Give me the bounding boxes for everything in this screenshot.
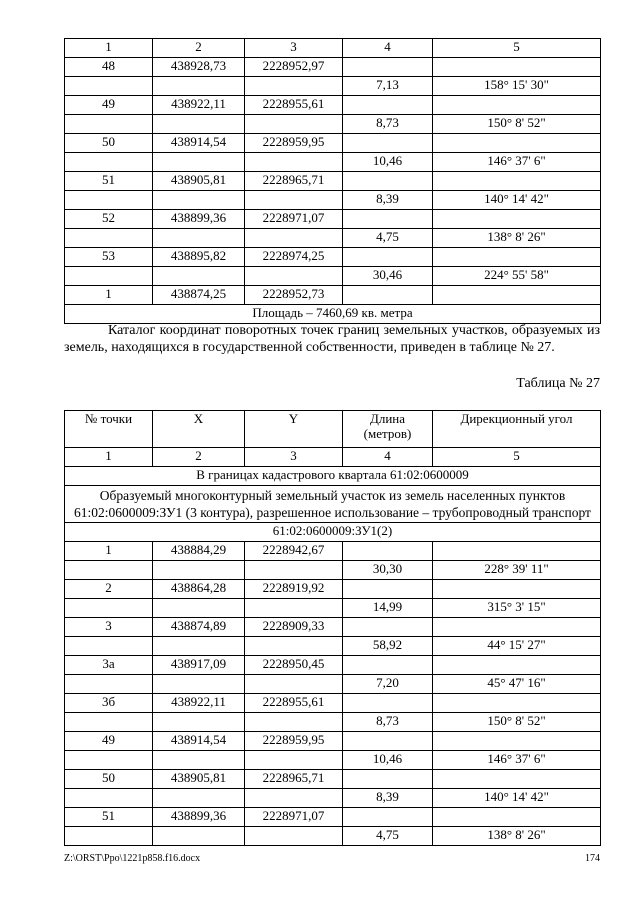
table-row	[65, 770, 601, 789]
column-header-row	[65, 411, 601, 448]
bearing-angle	[433, 694, 601, 713]
x-coordinate: 438874,89	[153, 618, 245, 637]
y-coordinate	[245, 675, 343, 694]
length-value: 14,99	[343, 599, 433, 618]
area-total: Площадь – 7460,69 кв. метра	[65, 305, 601, 324]
length-value: 7,13	[343, 77, 433, 96]
length-value	[343, 248, 433, 267]
point-number: 3	[65, 618, 153, 637]
y-coordinate: 2228955,61	[245, 96, 343, 115]
x-coordinate: 438905,81	[153, 770, 245, 789]
y-coordinate: 2228971,07	[245, 808, 343, 827]
table-row	[65, 694, 601, 713]
column-header-x: X	[153, 411, 245, 448]
x-coordinate: 438874,25	[153, 286, 245, 305]
bearing-angle	[433, 770, 601, 789]
table-row	[65, 656, 601, 675]
area-row	[65, 305, 601, 324]
y-coordinate: 2228952,97	[245, 58, 343, 77]
point-number: 3а	[65, 656, 153, 675]
point-number	[65, 751, 153, 770]
table-row	[65, 267, 601, 286]
x-coordinate: 438914,54	[153, 732, 245, 751]
point-number	[65, 191, 153, 210]
contour-row	[65, 523, 601, 542]
bearing-angle: 44° 15' 27"	[433, 637, 601, 656]
length-value	[343, 580, 433, 599]
point-number: 51	[65, 808, 153, 827]
y-coordinate: 2228919,92	[245, 580, 343, 599]
y-coordinate	[245, 827, 343, 846]
quarter-row	[65, 467, 601, 486]
table-row	[65, 77, 601, 96]
y-coordinate	[245, 115, 343, 134]
length-value	[343, 134, 433, 153]
table-row	[65, 675, 601, 694]
x-coordinate	[153, 115, 245, 134]
table-row	[65, 210, 601, 229]
table-row	[65, 637, 601, 656]
table-row	[65, 96, 601, 115]
point-number	[65, 827, 153, 846]
x-coordinate	[153, 599, 245, 618]
x-coordinate: 438899,36	[153, 808, 245, 827]
bearing-angle	[433, 732, 601, 751]
length-value: 4,75	[343, 229, 433, 248]
bearing-angle: 140° 14' 42"	[433, 191, 601, 210]
x-coordinate: 438864,28	[153, 580, 245, 599]
column-number: 4	[343, 448, 433, 467]
column-number: 3	[245, 448, 343, 467]
x-coordinate	[153, 751, 245, 770]
column-header-angle: Дирекционный угол	[433, 411, 601, 448]
y-coordinate	[245, 637, 343, 656]
y-coordinate: 2228950,45	[245, 656, 343, 675]
coordinates-table-27	[64, 410, 601, 846]
bearing-angle	[433, 210, 601, 229]
table-row	[65, 191, 601, 210]
y-coordinate	[245, 751, 343, 770]
bearing-angle: 146° 37' 6"	[433, 153, 601, 172]
column-number-row	[65, 39, 601, 58]
page-number: 174	[585, 853, 600, 864]
column-number-row	[65, 448, 601, 467]
length-value	[343, 210, 433, 229]
table-row	[65, 827, 601, 846]
description-row	[65, 486, 601, 523]
length-value: 8,39	[343, 789, 433, 808]
length-value	[343, 808, 433, 827]
bearing-angle	[433, 248, 601, 267]
x-coordinate: 438922,11	[153, 96, 245, 115]
y-coordinate: 2228974,25	[245, 248, 343, 267]
point-number	[65, 77, 153, 96]
bearing-angle	[433, 656, 601, 675]
length-value: 10,46	[343, 153, 433, 172]
catalog-paragraph: Каталог координат поворотных точек границ земельных участков, образуемых из земель, находящихся в государственной собственности, приведен в таблице № 27.	[64, 323, 600, 355]
x-coordinate: 438899,36	[153, 210, 245, 229]
y-coordinate	[245, 77, 343, 96]
column-header-y: Y	[245, 411, 343, 448]
point-number: 50	[65, 134, 153, 153]
point-number	[65, 561, 153, 580]
y-coordinate: 2228952,73	[245, 286, 343, 305]
length-value	[343, 770, 433, 789]
y-coordinate	[245, 789, 343, 808]
length-value	[343, 172, 433, 191]
bearing-angle	[433, 580, 601, 599]
table-row	[65, 561, 601, 580]
bearing-angle	[433, 808, 601, 827]
y-coordinate	[245, 599, 343, 618]
x-coordinate	[153, 713, 245, 732]
x-coordinate: 438905,81	[153, 172, 245, 191]
parcel-description: Образуемый многоконтурный земельный участок из земель населенных пунктов 61:02:0600009:ЗУ1 (3 контура), разрешенное использование – трубопроводный транспорт	[65, 486, 601, 523]
length-value: 30,30	[343, 561, 433, 580]
x-coordinate	[153, 191, 245, 210]
point-number: 51	[65, 172, 153, 191]
point-number: 53	[65, 248, 153, 267]
x-coordinate	[153, 153, 245, 172]
length-value: 4,75	[343, 827, 433, 846]
table-row	[65, 751, 601, 770]
length-value: 8,73	[343, 713, 433, 732]
bearing-angle: 150° 8' 52"	[433, 115, 601, 134]
bearing-angle: 228° 39' 11"	[433, 561, 601, 580]
y-coordinate: 2228965,71	[245, 770, 343, 789]
bearing-angle	[433, 134, 601, 153]
x-coordinate	[153, 561, 245, 580]
length-value	[343, 656, 433, 675]
table-row	[65, 229, 601, 248]
x-coordinate: 438928,73	[153, 58, 245, 77]
point-number	[65, 675, 153, 694]
y-coordinate	[245, 153, 343, 172]
bearing-angle	[433, 286, 601, 305]
bearing-angle: 150° 8' 52"	[433, 713, 601, 732]
length-value	[343, 96, 433, 115]
length-value: 58,92	[343, 637, 433, 656]
column-number: 2	[153, 448, 245, 467]
bearing-angle	[433, 58, 601, 77]
table-row	[65, 808, 601, 827]
x-coordinate	[153, 229, 245, 248]
point-number: 1	[65, 542, 153, 561]
contour-id: 61:02:0600009:ЗУ1(2)	[65, 523, 601, 542]
column-number: 1	[65, 448, 153, 467]
table-caption: Таблица № 27	[516, 376, 600, 391]
y-coordinate: 2228959,95	[245, 732, 343, 751]
point-number	[65, 153, 153, 172]
column-number: 4	[343, 39, 433, 58]
y-coordinate	[245, 229, 343, 248]
x-coordinate: 438922,11	[153, 694, 245, 713]
x-coordinate	[153, 77, 245, 96]
bearing-angle: 224° 55' 58"	[433, 267, 601, 286]
coordinates-table-continued	[64, 38, 601, 324]
table-row	[65, 732, 601, 751]
column-number: 3	[245, 39, 343, 58]
length-value	[343, 618, 433, 637]
column-number: 5	[433, 448, 601, 467]
y-coordinate: 2228909,33	[245, 618, 343, 637]
table-row	[65, 542, 601, 561]
bearing-angle: 158° 15' 30"	[433, 77, 601, 96]
point-number: 2	[65, 580, 153, 599]
point-number	[65, 713, 153, 732]
length-value	[343, 286, 433, 305]
point-number: 3б	[65, 694, 153, 713]
x-coordinate	[153, 675, 245, 694]
point-number	[65, 789, 153, 808]
bearing-angle	[433, 542, 601, 561]
table-row	[65, 286, 601, 305]
point-number: 49	[65, 732, 153, 751]
column-number: 5	[433, 39, 601, 58]
length-value: 7,20	[343, 675, 433, 694]
point-number	[65, 637, 153, 656]
x-coordinate: 438895,82	[153, 248, 245, 267]
point-number: 1	[65, 286, 153, 305]
column-number: 2	[153, 39, 245, 58]
y-coordinate	[245, 561, 343, 580]
length-value	[343, 732, 433, 751]
y-coordinate	[245, 713, 343, 732]
table-row	[65, 713, 601, 732]
x-coordinate	[153, 267, 245, 286]
bearing-angle: 138° 8' 26"	[433, 229, 601, 248]
table-row	[65, 134, 601, 153]
point-number: 52	[65, 210, 153, 229]
point-number	[65, 599, 153, 618]
table-row	[65, 172, 601, 191]
length-value: 10,46	[343, 751, 433, 770]
footer-file-path: Z:\ORST\Ppo\1221p858.f16.docx	[64, 853, 201, 864]
table-row	[65, 153, 601, 172]
bearing-angle	[433, 618, 601, 637]
y-coordinate: 2228965,71	[245, 172, 343, 191]
y-coordinate	[245, 267, 343, 286]
length-value: 8,73	[343, 115, 433, 134]
table-row	[65, 580, 601, 599]
length-value: 8,39	[343, 191, 433, 210]
x-coordinate: 438884,29	[153, 542, 245, 561]
point-number	[65, 229, 153, 248]
table-row	[65, 115, 601, 134]
point-number: 48	[65, 58, 153, 77]
y-coordinate: 2228955,61	[245, 694, 343, 713]
bearing-angle: 140° 14' 42"	[433, 789, 601, 808]
point-number	[65, 115, 153, 134]
point-number: 49	[65, 96, 153, 115]
bearing-angle: 138° 8' 26"	[433, 827, 601, 846]
table-row	[65, 789, 601, 808]
table-row	[65, 58, 601, 77]
x-coordinate	[153, 789, 245, 808]
length-value	[343, 58, 433, 77]
x-coordinate: 438914,54	[153, 134, 245, 153]
x-coordinate	[153, 827, 245, 846]
table-row	[65, 618, 601, 637]
y-coordinate: 2228971,07	[245, 210, 343, 229]
cadastral-quarter: В границах кадастрового квартала 61:02:0600009	[65, 467, 601, 486]
y-coordinate: 2228942,67	[245, 542, 343, 561]
y-coordinate	[245, 191, 343, 210]
column-header-length: Длина (метров)	[343, 411, 433, 448]
column-number: 1	[65, 39, 153, 58]
length-value	[343, 542, 433, 561]
y-coordinate: 2228959,95	[245, 134, 343, 153]
bearing-angle	[433, 96, 601, 115]
point-number	[65, 267, 153, 286]
table-row	[65, 599, 601, 618]
bearing-angle: 45° 47' 16"	[433, 675, 601, 694]
table-row	[65, 248, 601, 267]
x-coordinate	[153, 637, 245, 656]
point-number: 50	[65, 770, 153, 789]
length-value	[343, 694, 433, 713]
bearing-angle: 146° 37' 6"	[433, 751, 601, 770]
length-value: 30,46	[343, 267, 433, 286]
x-coordinate: 438917,09	[153, 656, 245, 675]
bearing-angle	[433, 172, 601, 191]
column-header-point: № точки	[65, 411, 153, 448]
bearing-angle: 315° 3' 15"	[433, 599, 601, 618]
